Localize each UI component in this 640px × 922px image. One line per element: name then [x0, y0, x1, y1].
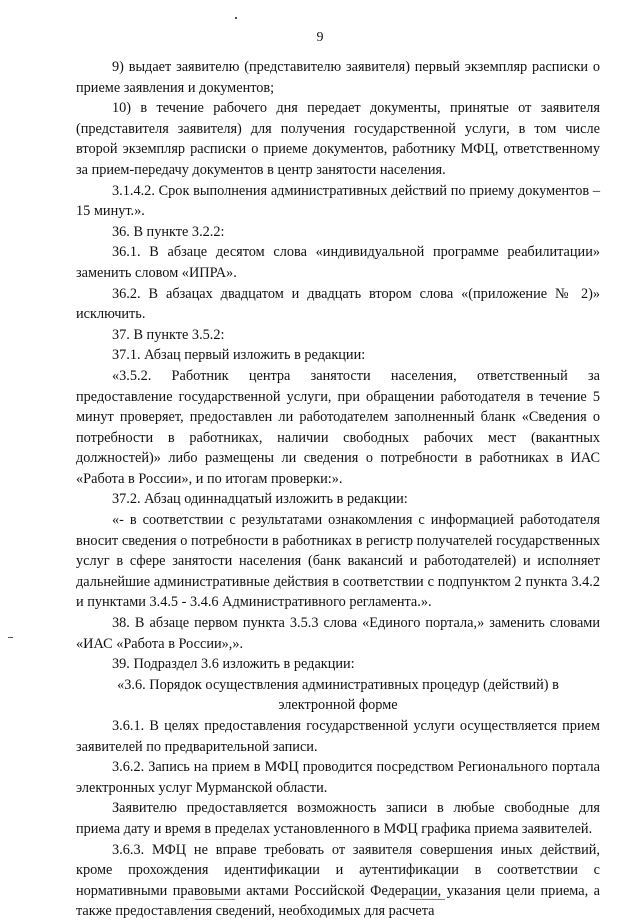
paragraph: 39. Подраздел 3.6 изложить в редакции: — [112, 656, 355, 673]
scan-artifact-mark — [8, 637, 13, 638]
paragraph: Заявителю предоставляется возможность записи в любые свободные для приема дату и время в пределах установленного в МФЦ графика приема заявителей. — [76, 800, 600, 837]
paragraph: 3.1.4.2. Срок выполнения административных действий по приему документов – 15 минут.». — [76, 182, 600, 220]
paragraph: 37.1. Абзац первый изложить в редакции: — [112, 347, 366, 364]
document-body — [76, 57, 600, 922]
paragraph: 36.1. В абзаце десятом слова «индивидуальной программе реабилитации» заменить словом «ИПРА». — [76, 244, 600, 281]
page-number: 9 — [316, 30, 324, 45]
paragraph: «3.5.2. Работник центра занятости населения, ответственный за предоставление государственной услуги, при обращении работодателя в течение 5 минут проверяет, предоставлен ли работодателем заполненный бланк «Сведения о потребности в работниках, наличии свободных рабочих мест (вакантных должностей)» либо размещены ли сведения о потребности в работниках в ИАС «Работа в России», и по итогам проверки:». — [76, 367, 600, 487]
section-heading: «3.6. Порядок осуществления административных процедур (действий) в электронной форме — [117, 676, 559, 714]
paragraph: 38. В абзаце первом пункта 3.5.3 слова «Единого портала,» заменить словами «ИАС «Работа в России»,». — [76, 615, 600, 652]
paragraph: 3.6.1. В целях предоставления государственной услуги осуществляется прием заявителей по предварительной записи. — [76, 718, 600, 755]
paragraph: 36. В пункте 3.2.2: — [112, 223, 225, 240]
scan-artifact-dot — [235, 17, 237, 19]
paragraph: 37.2. Абзац одиннадцатый изложить в редакции: — [112, 491, 408, 508]
paragraph: 3.6.2. Запись на прием в МФЦ проводится посредством Регионального портала электронных услуг Мурманской области. — [76, 759, 600, 796]
paragraph: «- в соответствии с результатами ознакомления с информацией работодателя вносит сведения о потребности в работниках в регистр получателей государственных услуг в сфере занятости населения (банк вакансий и работодателей) и исполняет дальнейшие административные действия в соответствии с подпунктом 2 пункта 3.4.2 и пунктами 3.4.5 - 3.4.6 Административного регламента.». — [76, 512, 600, 611]
paragraph: 10) в течение рабочего дня передает документы, принятые от заявителя (представителя заявителя) для получения государственной услуги, в том числе второй экземпляр расписки о приеме документов, работнику МФЦ, ответственному за прием-передачу документов в центр занятости населения. — [76, 100, 600, 178]
paragraph: 37. В пункте 3.5.2: — [112, 326, 225, 343]
paragraph: 3.6.3. МФЦ не вправе требовать от заявителя совершения иных действий, кроме прохождения идентификации и аутентификации в соответствии с нормативными правовыми актами Российской Федерации, указания цели приема, а также предоставления сведений, необходимых для расчета — [76, 841, 600, 920]
paragraph: 9) выдает заявителю (представителю заявителя) первый экземпляр расписки о приеме заявления и документов; — [76, 59, 600, 96]
paragraph: 36.2. В абзацах двадцатом и двадцать втором слова «(приложение № 2)» исключить. — [76, 285, 600, 323]
